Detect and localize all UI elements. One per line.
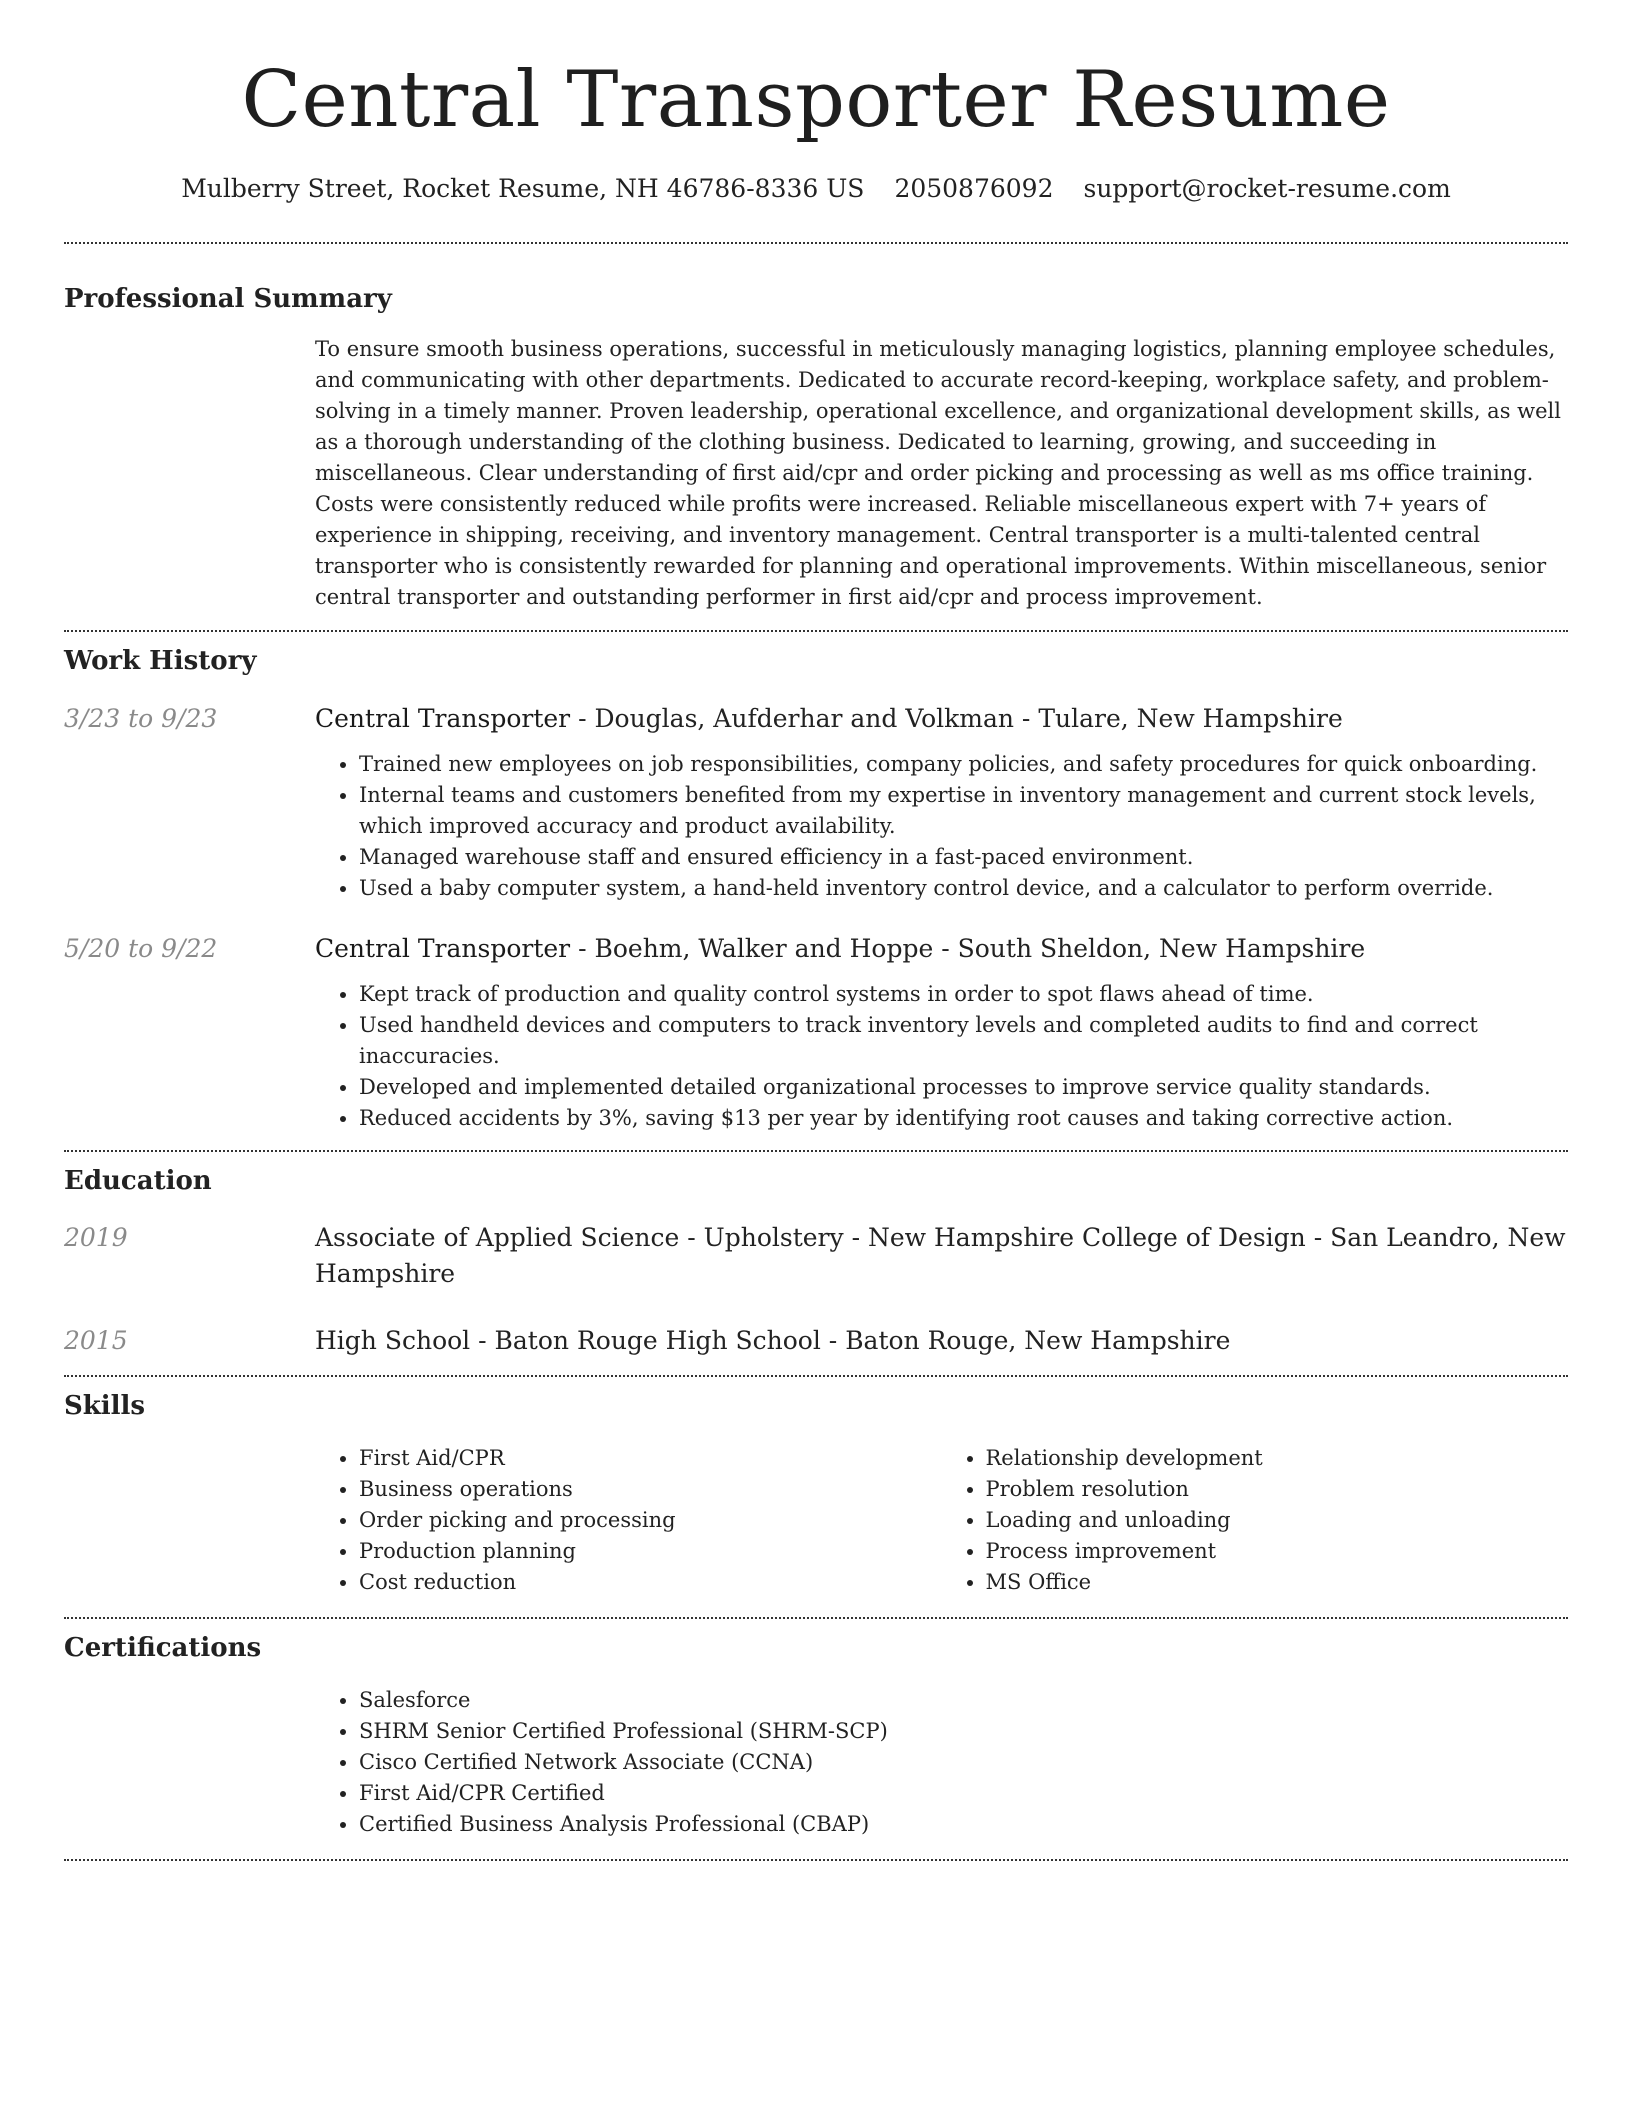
list-item: • Reduced accidents by 3%, saving $13 per year by identifying root causes and taking corrective action. [359,1103,1568,1134]
list-item: • Used a baby computer system, a hand-held inventory control device, and a calculator to perform override. [359,873,1568,904]
contact-line [64,172,1568,206]
job-details: - Douglas, Aufderhar and Volkman - Tulare, New Hampshire [570,704,1343,733]
list-item: • Order picking and processing [359,1505,942,1536]
list-item: • Relationship development [986,1443,1569,1474]
job-role: Central Transporter [315,934,571,963]
list-item: • Cost reduction [359,1567,942,1598]
skills-list-left [315,1443,942,1598]
list-item: • Problem resolution [986,1474,1569,1505]
job-role: Central Transporter [315,704,571,733]
divider [64,1859,1568,1861]
summary-text: To ensure smooth business operations, successful in meticulously managing logistics, planning employee schedules, and communicating with other departments. Dedicated to accurate record-keeping, workplace safety, and problem-solving in a timely manner. Proven leadership, operational excellence, and organizational development skills, as well as a thorough understanding of the clothing business. Dedicated to learning, growing, and succeeding in miscellaneous. Clear understanding of first aid/cpr and order picking and processing as well as ms office training. Costs were consistently reduced while profits were increased. Reliable miscellaneous expert with 7+ years of experience in shipping, receiving, and inventory management. Central transporter is a multi-talented central transporter who is consistently rewarded for planning and operational improvements. Within miscellaneous, senior central transporter and outstanding performer in first aid/cpr and process improvement. [315,337,1561,609]
list-item: • Process improvement [986,1536,1569,1567]
list-item: • Production planning [359,1536,942,1567]
skills-spacer [64,1443,315,1598]
list-item: • Trained new employees on job responsibilities, company policies, and safety procedures for quick onboarding. [359,749,1568,780]
list-item: • MS Office [986,1567,1569,1598]
certifications-list [315,1685,1568,1840]
list-item: • SHRM Senior Certified Professional (SHRM-SCP) [359,1716,1568,1747]
list-item: • Loading and unloading [986,1505,1569,1536]
education-year: 2019 [64,1223,128,1252]
skills-columns [315,1443,1568,1598]
divider [64,1617,1568,1619]
school-details: - New Hampshire College of Design - San Leandro, New Hampshire [315,1223,1566,1288]
section-title-certifications: Certifications [64,1633,262,1663]
divider [64,630,1568,632]
list-item: • Internal teams and customers benefited from my expertise in inventory management and current stock levels, which improved accuracy and product availability. [359,780,1568,842]
education-heading [315,1220,1568,1292]
list-item: • Business operations [359,1474,942,1505]
certifications-spacer [64,1685,315,1840]
list-item: • Managed warehouse staff and ensured efficiency in a fast-paced environment. [359,842,1568,873]
job-entry [64,931,1568,1134]
job-heading [315,931,1568,966]
skills-list-right [942,1443,1569,1598]
job-dates: 5/20 to 9/22 [64,934,218,963]
degree: High School [315,1326,471,1355]
section-title-education: Education [64,1166,212,1196]
divider [64,1375,1568,1377]
job-bullets [315,979,1568,1134]
list-item: • Cisco Certified Network Associate (CCNA) [359,1747,1568,1778]
job-entry [64,701,1568,904]
divider [64,242,1568,244]
job-details: - Boehm, Walker and Hoppe - South Sheldon, New Hampshire [570,934,1366,963]
job-dates: 3/23 to 9/23 [64,704,218,733]
education-entry [64,1220,1568,1292]
section-title-skills: Skills [64,1391,146,1421]
section-title-work: Work History [64,646,257,676]
resume-page [64,0,1568,1861]
job-bullets [315,749,1568,904]
job-heading [315,701,1568,736]
list-item: • Kept track of production and quality control systems in order to spot flaws ahead of time. [359,979,1568,1010]
school-details: - Baton Rouge High School - Baton Rouge, New Hampshire [470,1326,1231,1355]
phone: 2050876092 [894,174,1054,203]
list-item: • Certified Business Analysis Professional (CBAP) [359,1809,1568,1840]
education-heading [315,1323,1568,1359]
list-item: • First Aid/CPR [359,1443,942,1474]
email: support@rocket-resume.com [1083,174,1451,203]
list-item: • Used handheld devices and computers to track inventory levels and completed audits to find and correct inaccuracies. [359,1010,1568,1072]
summary-spacer [64,334,315,613]
education-entry [64,1323,1568,1359]
list-item: • First Aid/CPR Certified [359,1778,1568,1809]
divider [64,1150,1568,1152]
resume-title: Central Transporter Resume [241,55,1391,145]
section-title-summary: Professional Summary [64,284,392,314]
address: Mulberry Street, Rocket Resume, NH 46786-8336 US [181,174,865,203]
list-item: • Developed and implemented detailed organizational processes to improve service quality standards. [359,1072,1568,1103]
education-year: 2015 [64,1326,128,1355]
list-item: • Salesforce [359,1685,1568,1716]
degree: Associate of Applied Science - Upholstery [315,1223,844,1252]
